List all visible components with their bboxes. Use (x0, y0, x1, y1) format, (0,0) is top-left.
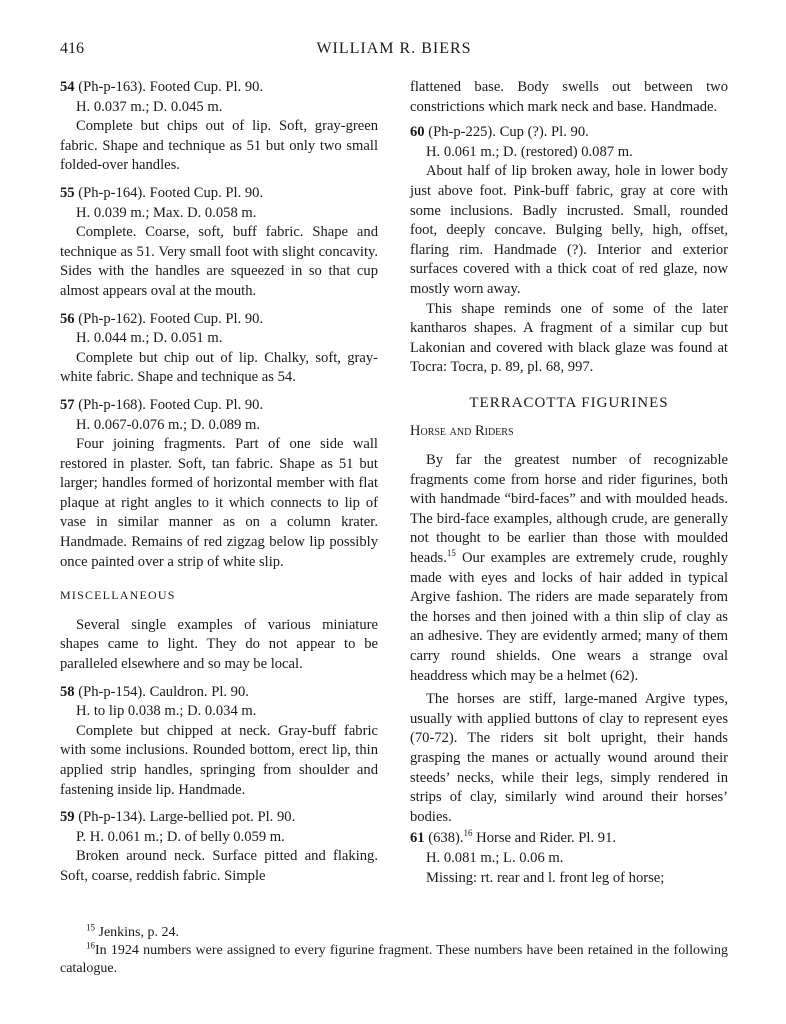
entry-description: Complete but chips out of lip. Soft, gray-green fabric. Shape and technique as 51 but only two small folded-over handles. (60, 118, 378, 174)
entry-title: (Ph-p-162). Footed Cup. Pl. 90. (78, 310, 264, 327)
entry-number: 56 (60, 310, 75, 327)
right-column (410, 78, 728, 896)
entry-dimensions: H. 0.081 m.; L. 0.06 m. (426, 849, 564, 866)
entry-description: About half of lip broken away, hole in lower body just above foot. Pink-buff fabric, gray at core with some inclusions. Badly incrusted. Small, rounded foot, deeply concave. Bulging belly, high, offset, flaring rim. Handmade (?). Interior and exterior surfaces covered with a thick coat of red glaze, now mostly worn away. (410, 163, 728, 297)
footnote-ref-16: 16 (463, 828, 473, 839)
footnote-mark: 15 (86, 922, 95, 933)
paragraph-text: By far the greatest number of recognizable fragments come from horse and rider figurines, both with handmade “bird-faces” and with moulded heads. The bird-face examples, although crude, are generally not thought to be earlier than those with moulded heads. (410, 452, 728, 567)
horse-riders-paragraph-2: The horses are stiff, large-maned Argive types, usually with applied buttons of clay to represent eyes (70-72). The riders sit bolt upright, their hands grasping the manes or actually wound around their steeds’ necks, while their legs, simply rendered in strips of clay, similarly wind around their horses’ bodies. (410, 691, 728, 825)
section-heading-miscellaneous: MISCELLANEOUS (60, 588, 176, 603)
entry-dimensions: P. H. 0.061 m.; D. of belly 0.059 m. (76, 828, 285, 845)
footnote-16 (60, 942, 728, 978)
entry-dimensions: H. 0.044 m.; D. 0.051 m. (76, 330, 223, 347)
entry-title: (Ph-p-168). Footed Cup. Pl. 90. (78, 396, 264, 413)
entry-dimensions: H. 0.067-0.076 m.; D. 0.089 m. (76, 416, 261, 433)
entry-number: 58 (60, 683, 75, 700)
entry-description: Broken around neck. Surface pitted and flaking. Soft, coarse, reddish fabric. Simple (60, 848, 378, 884)
entry-title: (Ph-p-225). Cup (?). Pl. 90. (428, 124, 589, 141)
left-column (60, 78, 378, 895)
entry-title: (Ph-p-154). Cauldron. Pl. 90. (78, 683, 249, 700)
catalogue-entry-60 (410, 123, 728, 378)
entry-comment: This shape reminds one of some of the later kantharos shapes. A fragment of a similar cup but Lakonian and covered with black glaze was found at Tocra: Tocra, p. 89, pl. 68, 997. (410, 300, 728, 376)
footnote-text: In 1924 numbers were assigned to every figurine fragment. These numbers have been retained in the following catalogue. (60, 943, 728, 976)
entry-number: 54 (60, 79, 75, 95)
entry-description: Four joining fragments. Part of one side wall restored in plaster. Soft, tan fabric. Shape as 51 but larger; handles formed of horizontal member with flat plaque at right angles to it which connects to lip of vase in similar manner as on a column krater. Handmade. Remains of red zigzag below lip possibly once painted over a strip of white slip. (60, 436, 378, 570)
entry-title: Horse and Rider. Pl. 91. (472, 830, 617, 847)
entry-number: 59 (60, 809, 75, 826)
footnote-15 (60, 924, 728, 942)
footnotes (60, 924, 728, 978)
footnote-ref-15: 15 (446, 548, 456, 559)
entry-number: 60 (410, 124, 425, 141)
catalogue-entry-58 (60, 683, 378, 801)
paragraph-text: Our examples are extremely crude, roughly made with eyes and locks of hair added in typical Argive fashion. The riders are made separately from the horses and then joined with a thin slip of clay as an adhesive. They are evidently armed; many of them carry round shields. One wears a strange oval headdress which may be a helmet (62). (410, 550, 728, 684)
catalogue-entry-57 (60, 396, 378, 572)
page-header (60, 40, 728, 64)
entry-description: Missing: rt. rear and l. front leg of horse; (426, 869, 665, 886)
miscellaneous-intro: Several single examples of various miniature shapes came to light. They do not appear to be paralleled elsewhere and so may be local. (60, 616, 378, 673)
catalogue-entry-54 (60, 78, 378, 176)
horse-riders-paragraph-1 (410, 451, 728, 686)
catalogue-entry-61 (410, 829, 728, 888)
entry-title: (Ph-p-164). Footed Cup. Pl. 90. (78, 184, 264, 201)
catalogue-entry-55 (60, 184, 378, 302)
entry-description: Complete but chip out of lip. Chalky, soft, gray-white fabric. Shape and technique as 54. (60, 349, 378, 386)
entry-59-continuation: flattened base. Body swells out between two constrictions which mark neck and base. Handmade. (410, 79, 728, 115)
entry-inventory: (638). (428, 830, 464, 847)
entry-title: (Ph-p-163). Footed Cup. Pl. 90. (78, 79, 264, 95)
entry-title: (Ph-p-134). Large-bellied pot. Pl. 90. (78, 809, 296, 826)
entry-number: 57 (60, 396, 75, 413)
sub-heading-horse-and-riders: Horse and Riders (410, 422, 514, 439)
entry-dimensions: H. 0.037 m.; D. 0.045 m. (76, 98, 223, 115)
entry-description: Complete but chipped at neck. Gray-buff fabric with some inclusions. Rounded bottom, erect lip, thin applied strip handles, springing from shoulder and fastening inside lip. Handmade. (60, 722, 378, 798)
running-head: WILLIAM R. BIERS (316, 40, 472, 57)
entry-dimensions: H. 0.061 m.; D. (restored) 0.087 m. (426, 143, 633, 160)
footnote-text: Jenkins, p. 24. (95, 925, 179, 940)
entry-dimensions: H. to lip 0.038 m.; D. 0.034 m. (76, 703, 257, 720)
catalogue-entry-59 (60, 808, 378, 886)
entry-dimensions: H. 0.039 m.; Max. D. 0.058 m. (76, 204, 257, 221)
entry-number: 61 (410, 830, 425, 847)
catalogue-entry-56 (60, 310, 378, 388)
entry-number: 55 (60, 184, 75, 201)
entry-description: Complete. Coarse, soft, buff fabric. Shape and technique as 51. Very small foot with slight concavity. Sides with the handles are squeezed in so that cup almost appears oval at the mouth. (60, 224, 378, 299)
page-number: 416 (60, 40, 84, 57)
section-heading-terracotta-figurines: TERRACOTTA FIGURINES (469, 394, 669, 411)
footnote-mark: 16 (86, 940, 95, 951)
